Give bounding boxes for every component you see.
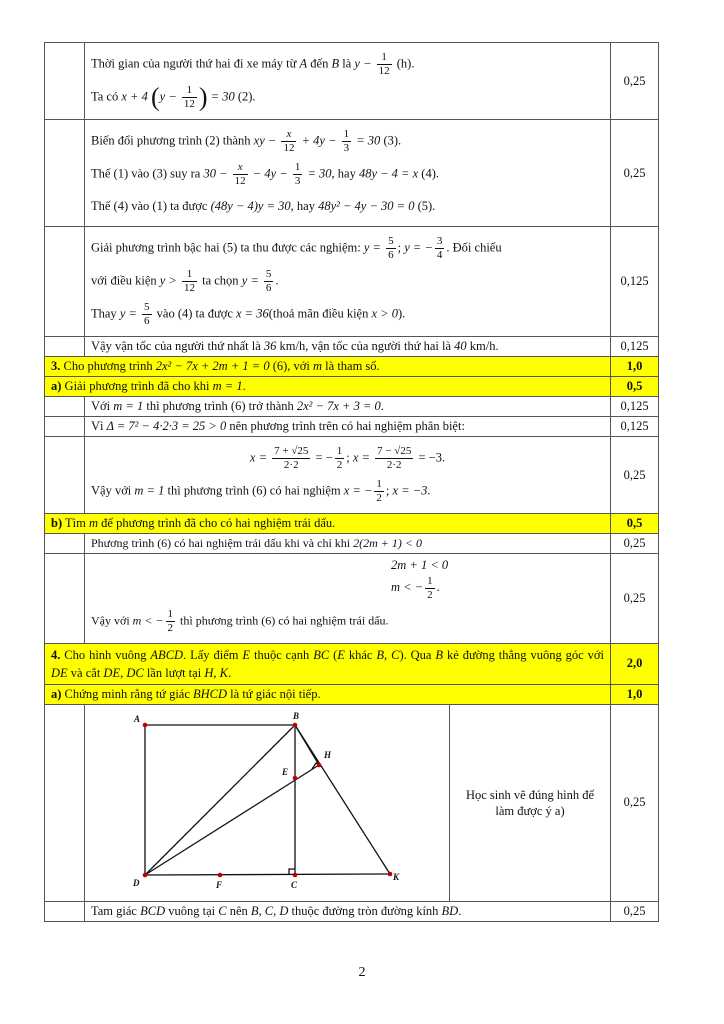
label-c: C xyxy=(291,879,298,890)
table-row xyxy=(45,337,659,357)
score-cell: 1,0 xyxy=(611,357,659,377)
blank-cell xyxy=(45,120,85,227)
section-header-row xyxy=(45,514,659,534)
table-row xyxy=(45,901,659,921)
blank-cell xyxy=(45,437,85,514)
point-c xyxy=(293,872,298,877)
point-d xyxy=(143,872,148,877)
content-cell: Tam giác BCD vuông tại C nên B, C, D thuộc đường tròn đường kính BD. xyxy=(85,901,611,921)
blank-cell xyxy=(45,337,85,357)
blank-cell xyxy=(45,534,85,554)
section-header: 3. Cho phương trình 2x² − 7x + 2m + 1 = 0 (6), với m là tham số. xyxy=(45,357,611,377)
table-row xyxy=(45,554,659,644)
table-row xyxy=(45,437,659,514)
point-k xyxy=(388,871,393,876)
score-cell: 0,125 xyxy=(611,337,659,357)
blank-cell xyxy=(45,43,85,120)
formula-line: x = $\frac{7 + √25}{2\cdot 2}$ = − $\frac{1}{2}$ ; x = $\frac{7 - √25}{2\cdot 2}$ = −3. xyxy=(249,445,446,471)
label-e: E xyxy=(282,766,289,777)
content-cell: Phương trình (6) có hai nghiệm trái dấu khi và chỉ khi 2(2m + 1) < 0 xyxy=(85,534,611,554)
section-header: a) Chứng minh rằng tứ giác BHCD là tứ giác nội tiếp. xyxy=(45,684,611,704)
table-row xyxy=(45,417,659,437)
score-cell: 0,125 xyxy=(611,417,659,437)
fraction: $\frac{1}{12}$ xyxy=(378,51,390,77)
text-line: Thời gian của người thứ hai đi xe máy từ A đến B là y − $\frac{1}{12}$ (h). xyxy=(91,51,415,77)
score-cell: 0,5 xyxy=(611,377,659,397)
blank-cell xyxy=(45,704,85,901)
score-cell: 0,25 xyxy=(611,554,659,644)
blank-cell xyxy=(45,901,85,921)
score-cell: 0,125 xyxy=(611,227,659,337)
section-header-row xyxy=(45,643,659,684)
formula-line: 2m + 1 < 0 xyxy=(391,558,449,572)
point-h xyxy=(317,762,322,767)
score-cell: 0,125 xyxy=(611,397,659,417)
blank-cell xyxy=(45,227,85,337)
section-header-row xyxy=(45,377,659,397)
formula-line: m < − $\frac{1}{2}$ . xyxy=(391,574,440,601)
content-cell xyxy=(85,554,611,644)
label-f: F xyxy=(216,879,223,890)
score-cell: 0,25 xyxy=(611,120,659,227)
score-cell: 2,0 xyxy=(611,643,659,684)
table-row xyxy=(45,227,659,337)
figure-cell xyxy=(85,704,611,901)
score-cell: 0,25 xyxy=(611,901,659,921)
label-d: D xyxy=(133,877,140,888)
text-line: với điều kiện y > $\frac{1}{12}$ ta chọn y = $\frac{5}{6}$ . xyxy=(91,268,279,294)
label-h: H xyxy=(324,749,332,760)
text-line: Ta có x + 4 (y − $\frac{1}{12}$ ) = 30 (2). xyxy=(91,82,256,112)
table-row xyxy=(45,43,659,120)
section-header: 4. Cho hình vuông ABCD. Lấy điểm E thuộc cạnh BC (E khác B, C). Qua B kẻ đường thẳng vuông góc với DE và cắt DE, DC lần lượt tại H, K. xyxy=(45,643,611,684)
label-b: B xyxy=(293,710,300,721)
score-cell: 1,0 xyxy=(611,684,659,704)
table-row xyxy=(45,704,659,901)
square-figure xyxy=(85,705,449,901)
section-header-row xyxy=(45,357,659,377)
table-row xyxy=(45,120,659,227)
label-a: A xyxy=(134,713,141,724)
content-cell xyxy=(85,437,611,514)
figure-note: Học sinh vẽ đúng hình để làm được ý a) xyxy=(465,787,595,818)
label-k: K xyxy=(393,871,400,882)
blank-cell xyxy=(45,417,85,437)
fraction: $\frac{1}{12}$ xyxy=(183,84,195,110)
point-f xyxy=(218,872,223,877)
table-row xyxy=(45,534,659,554)
score-cell: 0,25 xyxy=(611,43,659,120)
score-cell: 0,5 xyxy=(611,514,659,534)
page-number: 2 xyxy=(358,965,366,980)
section-header: a) Giải phương trình đã cho khi m = 1. xyxy=(45,377,611,397)
section-header: b) Tìm m để phương trình đã cho có hai nghiệm trái dấu. xyxy=(45,514,611,534)
content-cell: Với m = 1 thì phương trình (6) trở thành 2x² − 7x + 3 = 0. xyxy=(85,397,611,417)
score-cell: 0,25 xyxy=(611,704,659,901)
solution-table xyxy=(44,42,659,922)
score-cell: 0,25 xyxy=(611,437,659,514)
table-row xyxy=(45,397,659,417)
point-a xyxy=(143,722,148,727)
text-line: Giải phương trình bậc hai (5) ta thu được các nghiệm: y = $\frac{5}{6}$ ; y = − $\frac{3}{4}$ . Đối chiếu xyxy=(91,235,502,261)
point-e xyxy=(293,775,298,780)
text-line: Vậy với m = 1 thì phương trình (6) có hai nghiệm x = − $\frac{1}{2}$ ; x = −3. xyxy=(91,478,431,504)
text-line: Thế (4) vào (1) ta được (48y − 4)y = 30, hay 48y² − 4y − 30 = 0 (5). xyxy=(91,199,436,213)
section-header-row xyxy=(45,684,659,704)
content-cell xyxy=(85,43,611,120)
content-cell: Vậy vận tốc của người thứ nhất là 36 km/h, vận tốc của người thứ hai là 40 km/h. xyxy=(85,337,611,357)
score-cell: 0,25 xyxy=(611,534,659,554)
geometry-figure xyxy=(85,705,450,901)
text-line: Biến đổi phương trình (2) thành xy − $\frac{x}{12}$ + 4y − $\frac{1}{3}$ = 30 (3). xyxy=(91,128,402,154)
point-b xyxy=(293,722,298,727)
text-line: Vậy với m < − $\frac{1}{2}$ thì phương trình (6) có hai nghiệm trái dấu. xyxy=(91,607,389,634)
content-cell xyxy=(85,227,611,337)
content-cell: Vì Δ = 7² − 4·2·3 = 25 > 0 nên phương trình trên có hai nghiệm phân biệt: xyxy=(85,417,611,437)
text-line: Thế (1) vào (3) suy ra 30 − $\frac{x}{12}$ − 4y − $\frac{1}{3}$ = 30, hay 48y − 4 = x (4). xyxy=(91,161,439,187)
content-cell xyxy=(85,120,611,227)
text-line: Thay y = $\frac{5}{6}$ vào (4) ta được x = 36(thoả mãn điều kiện x > 0). xyxy=(91,301,406,327)
blank-cell xyxy=(45,397,85,417)
blank-cell xyxy=(45,554,85,644)
